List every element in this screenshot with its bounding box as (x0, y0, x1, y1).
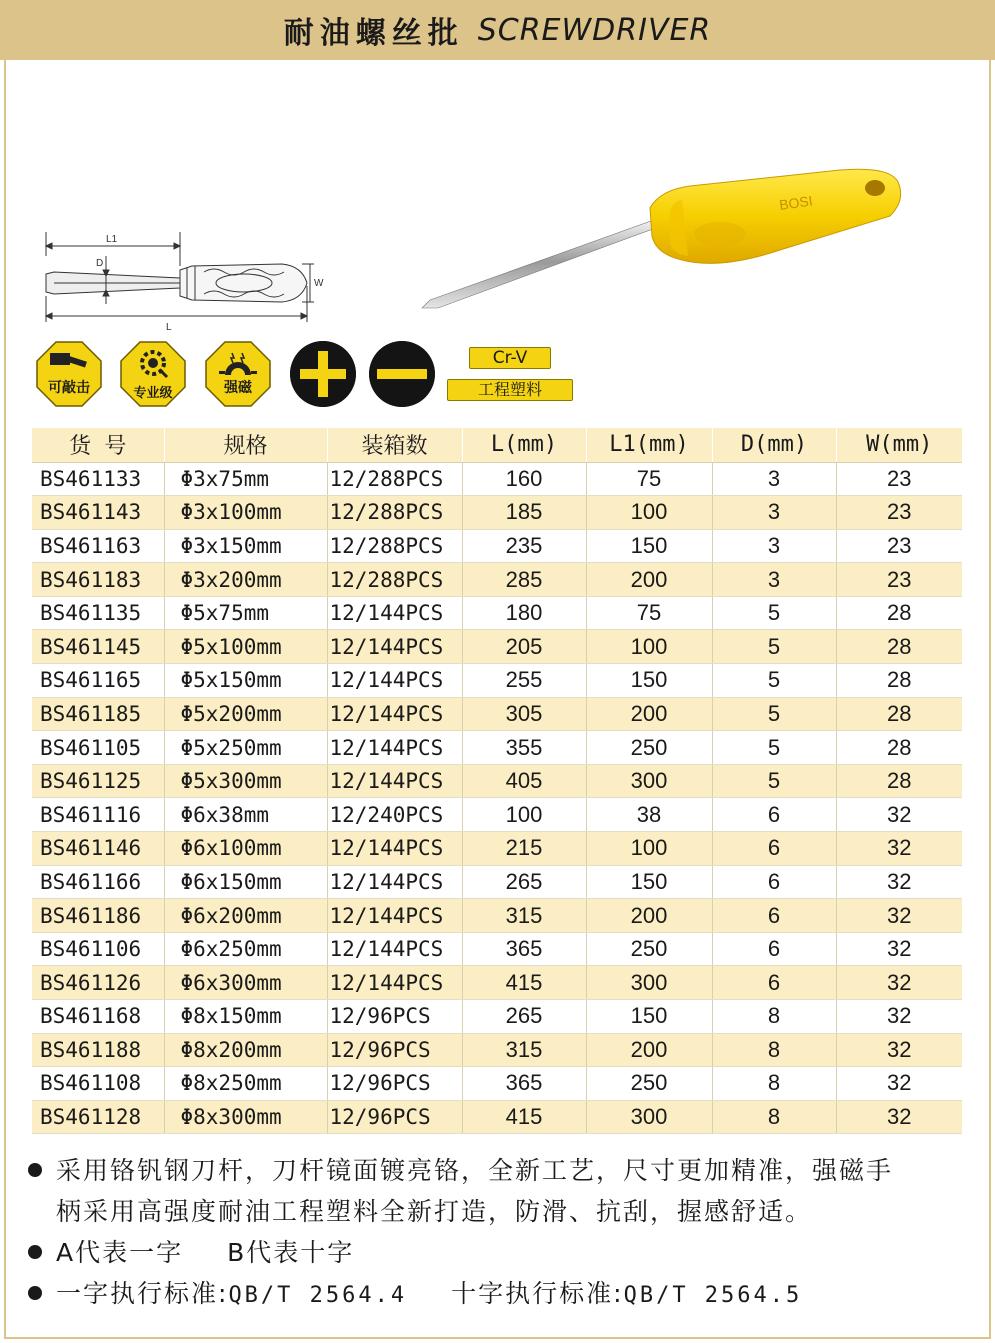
cell-l1: 100 (586, 496, 712, 530)
cell-d: 8 (712, 1067, 836, 1101)
cell-d: 6 (712, 832, 836, 866)
cell-size: Φ8x150mm (164, 1000, 327, 1034)
table-row (32, 664, 962, 698)
cell-d: 8 (712, 1000, 836, 1034)
table-header-row (32, 428, 962, 462)
cell-size: Φ3x150mm (164, 529, 327, 563)
cell-size: Φ5x300mm (164, 764, 327, 798)
cell-l1: 75 (586, 596, 712, 630)
cell-w: 32 (836, 966, 962, 1000)
cell-pack: 12/144PCS (327, 832, 462, 866)
cell-l1: 150 (586, 865, 712, 899)
cell-pack: 12/144PCS (327, 596, 462, 630)
cell-l: 285 (462, 563, 586, 597)
cell-item-no: BS461106 (32, 932, 164, 966)
cell-l: 265 (462, 1000, 586, 1034)
cell-l1: 200 (586, 563, 712, 597)
cell-l1: 150 (586, 664, 712, 698)
cell-item-no: BS461133 (32, 462, 164, 496)
cell-l1: 100 (586, 832, 712, 866)
cell-size: Φ6x250mm (164, 932, 327, 966)
cell-w: 28 (836, 664, 962, 698)
cell-pack: 12/144PCS (327, 731, 462, 765)
cell-item-no: BS461116 (32, 798, 164, 832)
cell-l: 235 (462, 529, 586, 563)
table-row (32, 1067, 962, 1101)
cell-l1: 250 (586, 932, 712, 966)
note-standards (28, 1273, 973, 1316)
cell-l1: 100 (586, 630, 712, 664)
table-row (32, 529, 962, 563)
cell-d: 3 (712, 462, 836, 496)
cell-pack: 12/288PCS (327, 529, 462, 563)
table-row (32, 899, 962, 933)
magnet-icon (205, 341, 271, 407)
cell-d: 8 (712, 1033, 836, 1067)
cell-l: 265 (462, 865, 586, 899)
std-cross-label: 十字执行标准: (451, 1279, 624, 1308)
dimension-drawing (32, 226, 342, 336)
minus-icon (369, 341, 435, 407)
cell-w: 32 (836, 832, 962, 866)
cell-pack: 12/96PCS (327, 1033, 462, 1067)
col-header: 规格 (164, 428, 327, 462)
cell-l1: 38 (586, 798, 712, 832)
cell-pack: 12/144PCS (327, 865, 462, 899)
cell-pack: 12/144PCS (327, 764, 462, 798)
cell-pack: 12/144PCS (327, 966, 462, 1000)
cell-l1: 250 (586, 1067, 712, 1101)
cell-l1: 150 (586, 1000, 712, 1034)
cell-w: 28 (836, 731, 962, 765)
cell-d: 5 (712, 764, 836, 798)
cell-l1: 300 (586, 764, 712, 798)
title-chinese: 耐油螺丝批 (283, 16, 464, 51)
cell-size: Φ6x300mm (164, 966, 327, 1000)
bullet-icon (28, 1286, 42, 1300)
cell-l: 415 (462, 1100, 586, 1134)
cell-item-no: BS461166 (32, 865, 164, 899)
note-line: 柄采用高强度耐油工程塑料全新打造，防滑、抗刮，握感舒适。 (56, 1197, 813, 1226)
table-row (32, 1100, 962, 1134)
cell-l1: 200 (586, 697, 712, 731)
cell-w: 32 (836, 1100, 962, 1134)
cell-size: Φ3x100mm (164, 496, 327, 530)
cell-l: 365 (462, 932, 586, 966)
cell-size: Φ5x75mm (164, 596, 327, 630)
badge-label-pro: 专业级 (133, 386, 173, 401)
cell-item-no: BS461185 (32, 697, 164, 731)
table-row (32, 764, 962, 798)
cell-w: 32 (836, 798, 962, 832)
cell-item-no: BS461145 (32, 630, 164, 664)
cell-d: 8 (712, 1100, 836, 1134)
cell-l: 415 (462, 966, 586, 1000)
cell-pack: 12/288PCS (327, 496, 462, 530)
cell-w: 32 (836, 1000, 962, 1034)
cell-d: 6 (712, 798, 836, 832)
cell-l: 160 (462, 462, 586, 496)
cell-pack: 12/240PCS (327, 798, 462, 832)
cell-d: 6 (712, 865, 836, 899)
label-d: D (96, 258, 104, 269)
std-slot-value: QB/T 2564.4 (228, 1283, 408, 1308)
cell-item-no: BS461126 (32, 966, 164, 1000)
cell-d: 5 (712, 596, 836, 630)
std-cross-value: QB/T 2564.5 (623, 1283, 803, 1308)
cell-l: 185 (462, 496, 586, 530)
cell-w: 23 (836, 496, 962, 530)
table-row (32, 496, 962, 530)
spec-table (32, 428, 962, 1134)
cell-item-no: BS461188 (32, 1033, 164, 1067)
label-l1: L1 (106, 234, 118, 245)
note-types (28, 1232, 973, 1273)
cell-l1: 250 (586, 731, 712, 765)
cell-l1: 300 (586, 1100, 712, 1134)
cell-w: 23 (836, 462, 962, 496)
badge-label-hammer: 可敲击 (48, 380, 90, 396)
cell-size: Φ5x250mm (164, 731, 327, 765)
cell-pack: 12/96PCS (327, 1067, 462, 1101)
note-a-type: A代表一字 (56, 1238, 184, 1267)
cell-w: 23 (836, 563, 962, 597)
plus-icon (290, 341, 356, 407)
brand-mark: BOSI (778, 192, 814, 213)
cell-w: 32 (836, 1067, 962, 1101)
col-header: 装箱数 (327, 428, 462, 462)
cell-pack: 12/288PCS (327, 563, 462, 597)
col-header: L1(mm) (586, 428, 712, 462)
cell-l: 355 (462, 731, 586, 765)
cell-item-no: BS461163 (32, 529, 164, 563)
label-w: W (314, 278, 324, 289)
cell-item-no: BS461125 (32, 764, 164, 798)
cell-item-no: BS461108 (32, 1067, 164, 1101)
hammer-icon (36, 341, 102, 407)
screwdriver-photo (420, 160, 960, 310)
cell-pack: 12/144PCS (327, 899, 462, 933)
cell-item-no: BS461183 (32, 563, 164, 597)
table-row (32, 563, 962, 597)
cell-pack: 12/144PCS (327, 932, 462, 966)
cell-w: 32 (836, 865, 962, 899)
page-header (0, 0, 995, 60)
cell-w: 28 (836, 764, 962, 798)
table-row (32, 865, 962, 899)
table-row (32, 798, 962, 832)
cell-item-no: BS461168 (32, 1000, 164, 1034)
cell-size: Φ6x150mm (164, 865, 327, 899)
cell-w: 28 (836, 697, 962, 731)
cell-w: 23 (836, 529, 962, 563)
cell-size: Φ5x100mm (164, 630, 327, 664)
material-steel-tag: Cr-V (469, 347, 551, 369)
cell-size: Φ5x200mm (164, 697, 327, 731)
cell-size: Φ8x200mm (164, 1033, 327, 1067)
cell-size: Φ5x150mm (164, 664, 327, 698)
cell-l: 315 (462, 899, 586, 933)
std-slot-label: 一字执行标准: (56, 1279, 229, 1308)
cell-d: 5 (712, 664, 836, 698)
cell-l1: 75 (586, 462, 712, 496)
bullet-icon (28, 1163, 42, 1177)
cell-size: Φ3x200mm (164, 563, 327, 597)
cell-l: 305 (462, 697, 586, 731)
cell-item-no: BS461128 (32, 1100, 164, 1134)
table-row (32, 462, 962, 496)
col-header: W(mm) (836, 428, 962, 462)
cell-pack: 12/144PCS (327, 630, 462, 664)
cell-size: Φ8x250mm (164, 1067, 327, 1101)
table-row (32, 1033, 962, 1067)
cell-w: 32 (836, 932, 962, 966)
cell-d: 3 (712, 496, 836, 530)
table-row (32, 966, 962, 1000)
table-row (32, 832, 962, 866)
cell-w: 32 (836, 1033, 962, 1067)
cell-pack: 12/144PCS (327, 664, 462, 698)
cell-pack: 12/96PCS (327, 1000, 462, 1034)
table-row (32, 596, 962, 630)
cell-l: 405 (462, 764, 586, 798)
cell-d: 6 (712, 932, 836, 966)
table-row (32, 731, 962, 765)
cell-w: 28 (836, 596, 962, 630)
cell-l: 315 (462, 1033, 586, 1067)
cell-l1: 200 (586, 899, 712, 933)
cell-l1: 150 (586, 529, 712, 563)
cell-size: Φ6x38mm (164, 798, 327, 832)
title-english: SCREWDRIVER (477, 12, 712, 48)
badge-label-magnet: 强磁 (224, 380, 252, 396)
cell-size: Φ6x100mm (164, 832, 327, 866)
cell-d: 5 (712, 630, 836, 664)
col-header: 货 号 (32, 428, 164, 462)
cell-l: 100 (462, 798, 586, 832)
cell-item-no: BS461186 (32, 899, 164, 933)
cell-l: 255 (462, 664, 586, 698)
table-row (32, 630, 962, 664)
table-row (32, 1000, 962, 1034)
col-header: D(mm) (712, 428, 836, 462)
material-handle-tag: 工程塑料 (447, 379, 573, 401)
cell-d: 5 (712, 697, 836, 731)
cell-d: 6 (712, 966, 836, 1000)
cell-w: 32 (836, 899, 962, 933)
cell-size: Φ6x200mm (164, 899, 327, 933)
cell-pack: 12/288PCS (327, 462, 462, 496)
table-row (32, 932, 962, 966)
cell-item-no: BS461143 (32, 496, 164, 530)
cell-pack: 12/96PCS (327, 1100, 462, 1134)
cell-pack: 12/144PCS (327, 697, 462, 731)
cell-l: 365 (462, 1067, 586, 1101)
cell-item-no: BS461165 (32, 664, 164, 698)
note-line: 采用铬钒钢刀杆，刀杆镜面镀亮铬，全新工艺，尺寸更加精准，强磁手 (56, 1156, 894, 1185)
cell-item-no: BS461105 (32, 731, 164, 765)
cell-w: 28 (836, 630, 962, 664)
note-material (28, 1150, 973, 1232)
cell-l1: 200 (586, 1033, 712, 1067)
col-header: L(mm) (462, 428, 586, 462)
cell-size: Φ8x300mm (164, 1100, 327, 1134)
cell-d: 3 (712, 563, 836, 597)
bullet-icon (28, 1245, 42, 1259)
cell-l: 205 (462, 630, 586, 664)
cell-d: 5 (712, 731, 836, 765)
cell-l: 180 (462, 596, 586, 630)
cell-item-no: BS461135 (32, 596, 164, 630)
cell-d: 6 (712, 899, 836, 933)
cell-size: Φ3x75mm (164, 462, 327, 496)
note-b-type: B代表十字 (227, 1238, 355, 1267)
cell-d: 3 (712, 529, 836, 563)
notes (28, 1150, 973, 1316)
cell-item-no: BS461146 (32, 832, 164, 866)
cell-l: 215 (462, 832, 586, 866)
table-row (32, 697, 962, 731)
label-l: L (166, 322, 172, 333)
cell-l1: 300 (586, 966, 712, 1000)
